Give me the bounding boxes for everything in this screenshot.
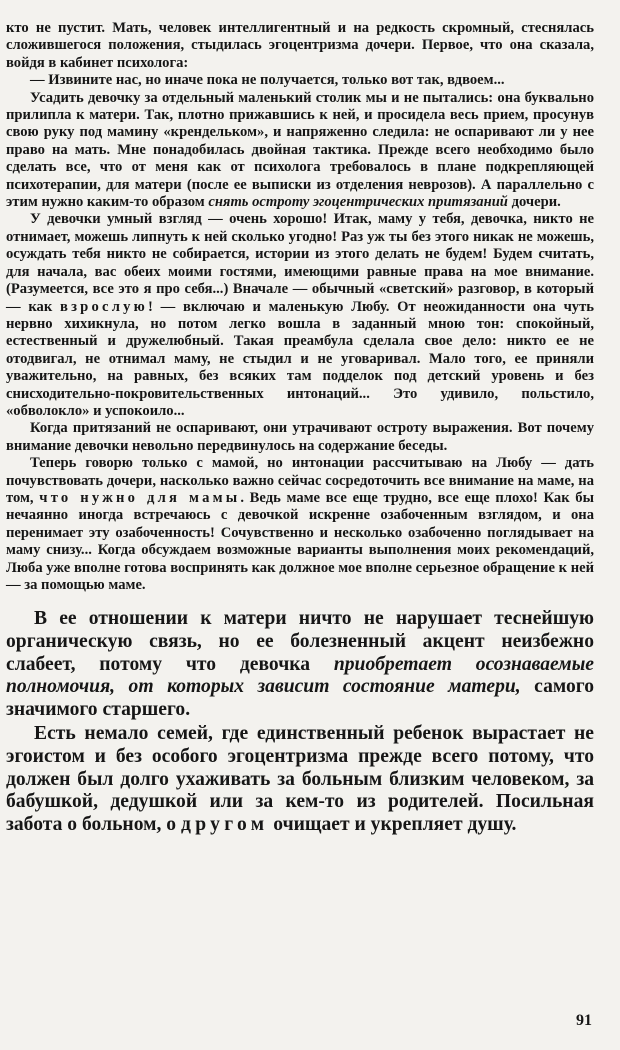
text-run: кто не пустит. Мать, человек интеллигентный и на редкость скромный, стеснялась сложившегося положения, стыдилась эгоцентризма дочери. Первое, что она сказала, войдя в кабинет психолога: xyxy=(6,20,594,71)
small-print-paragraph xyxy=(6,455,594,594)
small-print-paragraph xyxy=(6,20,594,72)
text-run: очищает и укрепляет душу. xyxy=(268,813,517,835)
text-run: Когда притязаний не оспаривают, они утрачивают остроту выражения. Вот почему внимание девочки невольно передвинулось на содержание беседы. xyxy=(6,420,594,454)
page-number: 91 xyxy=(576,1012,592,1029)
text-run: У девочки умный взгляд — очень хорошо! Итак, маму у тебя, девочка, никто не отнимает, можешь липнуть к ней сколько угодно! Раз уж ты без этого никак не можешь, осуждать тебя никто не собирается, истории из этого делать не будем! Будем считать, для начала, вас обеих моими гостями, имеющими равные права на мое внимание. (Разумеется, все это я про себя...) Вначале — обычный «светский» разговор, в который — как xyxy=(6,211,594,315)
text-run: дочери. xyxy=(507,194,561,211)
small-print-paragraph xyxy=(6,420,594,455)
small-print-paragraph xyxy=(6,72,594,89)
italic-emphasis: приобретает осознаваемые полномочия, от которых зависит состояние матери, xyxy=(6,653,594,698)
italic-emphasis: снять остроту эгоцентрических притязаний xyxy=(208,194,508,211)
text-run: — Извините нас, но иначе пока не получается, только вот так, вдвоем... xyxy=(30,72,505,89)
text-run: В ее отношении к матери ничто не нарушает теснейшую органическую связь, но ее болезненный акцент неизбежно слабеет, потому что девочка xyxy=(6,608,594,675)
small-print-paragraph xyxy=(6,90,594,212)
main-text-section xyxy=(6,608,594,836)
text-run: Усадить девочку за отдельный маленький столик мы и не пытались: она буквально прилипла к матери. Так, плотно прижавшись к ней, и просидела весь прием, просунув свою руку под мамину «крендельком», и напряженно следила: не оспаривают ли у нее право на мать. Мне понадобилась двойная тактика. Прежде всего необходимо было сделать все, что от меня как от психолога требовалось в плане подкрепляющей психотерапии, для матери (после ее выписки из отделения неврозов). А параллельно с этим нужно каким-то образом xyxy=(6,89,594,211)
text-run: ! — включаю и маленькую Любу. От неожиданности она чуть нервно хихикнула, но потом легко вошла в заданный мною тон: спокойный, естественный и дружелюбный. Такая преамбула сделала свое дело: никто ее не отодвигал, не отнимал маму, не стыдил и не уговаривал. Мало того, ее приняли уважительно, на равных, без всяких там подделок под детский уровень и без снисходительно-покровительственных интонаций... Это удивило, польстило, «обволокло» и успокоило... xyxy=(6,298,594,419)
text-run: Теперь говорю только с мамой, но интонации рассчитываю на Любу — дать почувствовать дочери, насколько важно сейчас сосредоточить все внимание на маме, на том, xyxy=(6,455,594,506)
main-text-paragraph xyxy=(6,608,594,721)
text-run: Есть немало семей, где единственный ребенок вырастает не эгоистом и без особого эгоцентризма прежде всего потому, что должен был долго ухаживать за больным близким человеком, за бабушкой, дедушкой или за кем-то из родителей. Посильная забота о больном, о xyxy=(6,723,594,835)
spaced-emphasis: другом xyxy=(181,813,269,835)
text-run: . Ведь маме все еще трудно, все еще плохо! Как бы нечаянно иногда встречаюсь с девочкой искренне озабоченным взглядом, и она перенимает эту озабоченность! Сочувственно и несколько озабоченно поглядывает на маму снизу... Когда обсуждаем возможные варианты выполнения моих рекомендаций, Люба уже вполне готова воспринять как должное мое вполне серьезное обращение к ней — за помощью маме. xyxy=(6,489,594,593)
text-run: самого значимого старшего. xyxy=(6,676,594,720)
small-print-paragraph xyxy=(6,211,594,420)
small-print-section xyxy=(6,20,594,594)
spaced-emphasis: что нужно для мамы xyxy=(39,489,241,506)
main-text-paragraph xyxy=(6,723,594,836)
spaced-emphasis: взрослую xyxy=(60,298,148,315)
